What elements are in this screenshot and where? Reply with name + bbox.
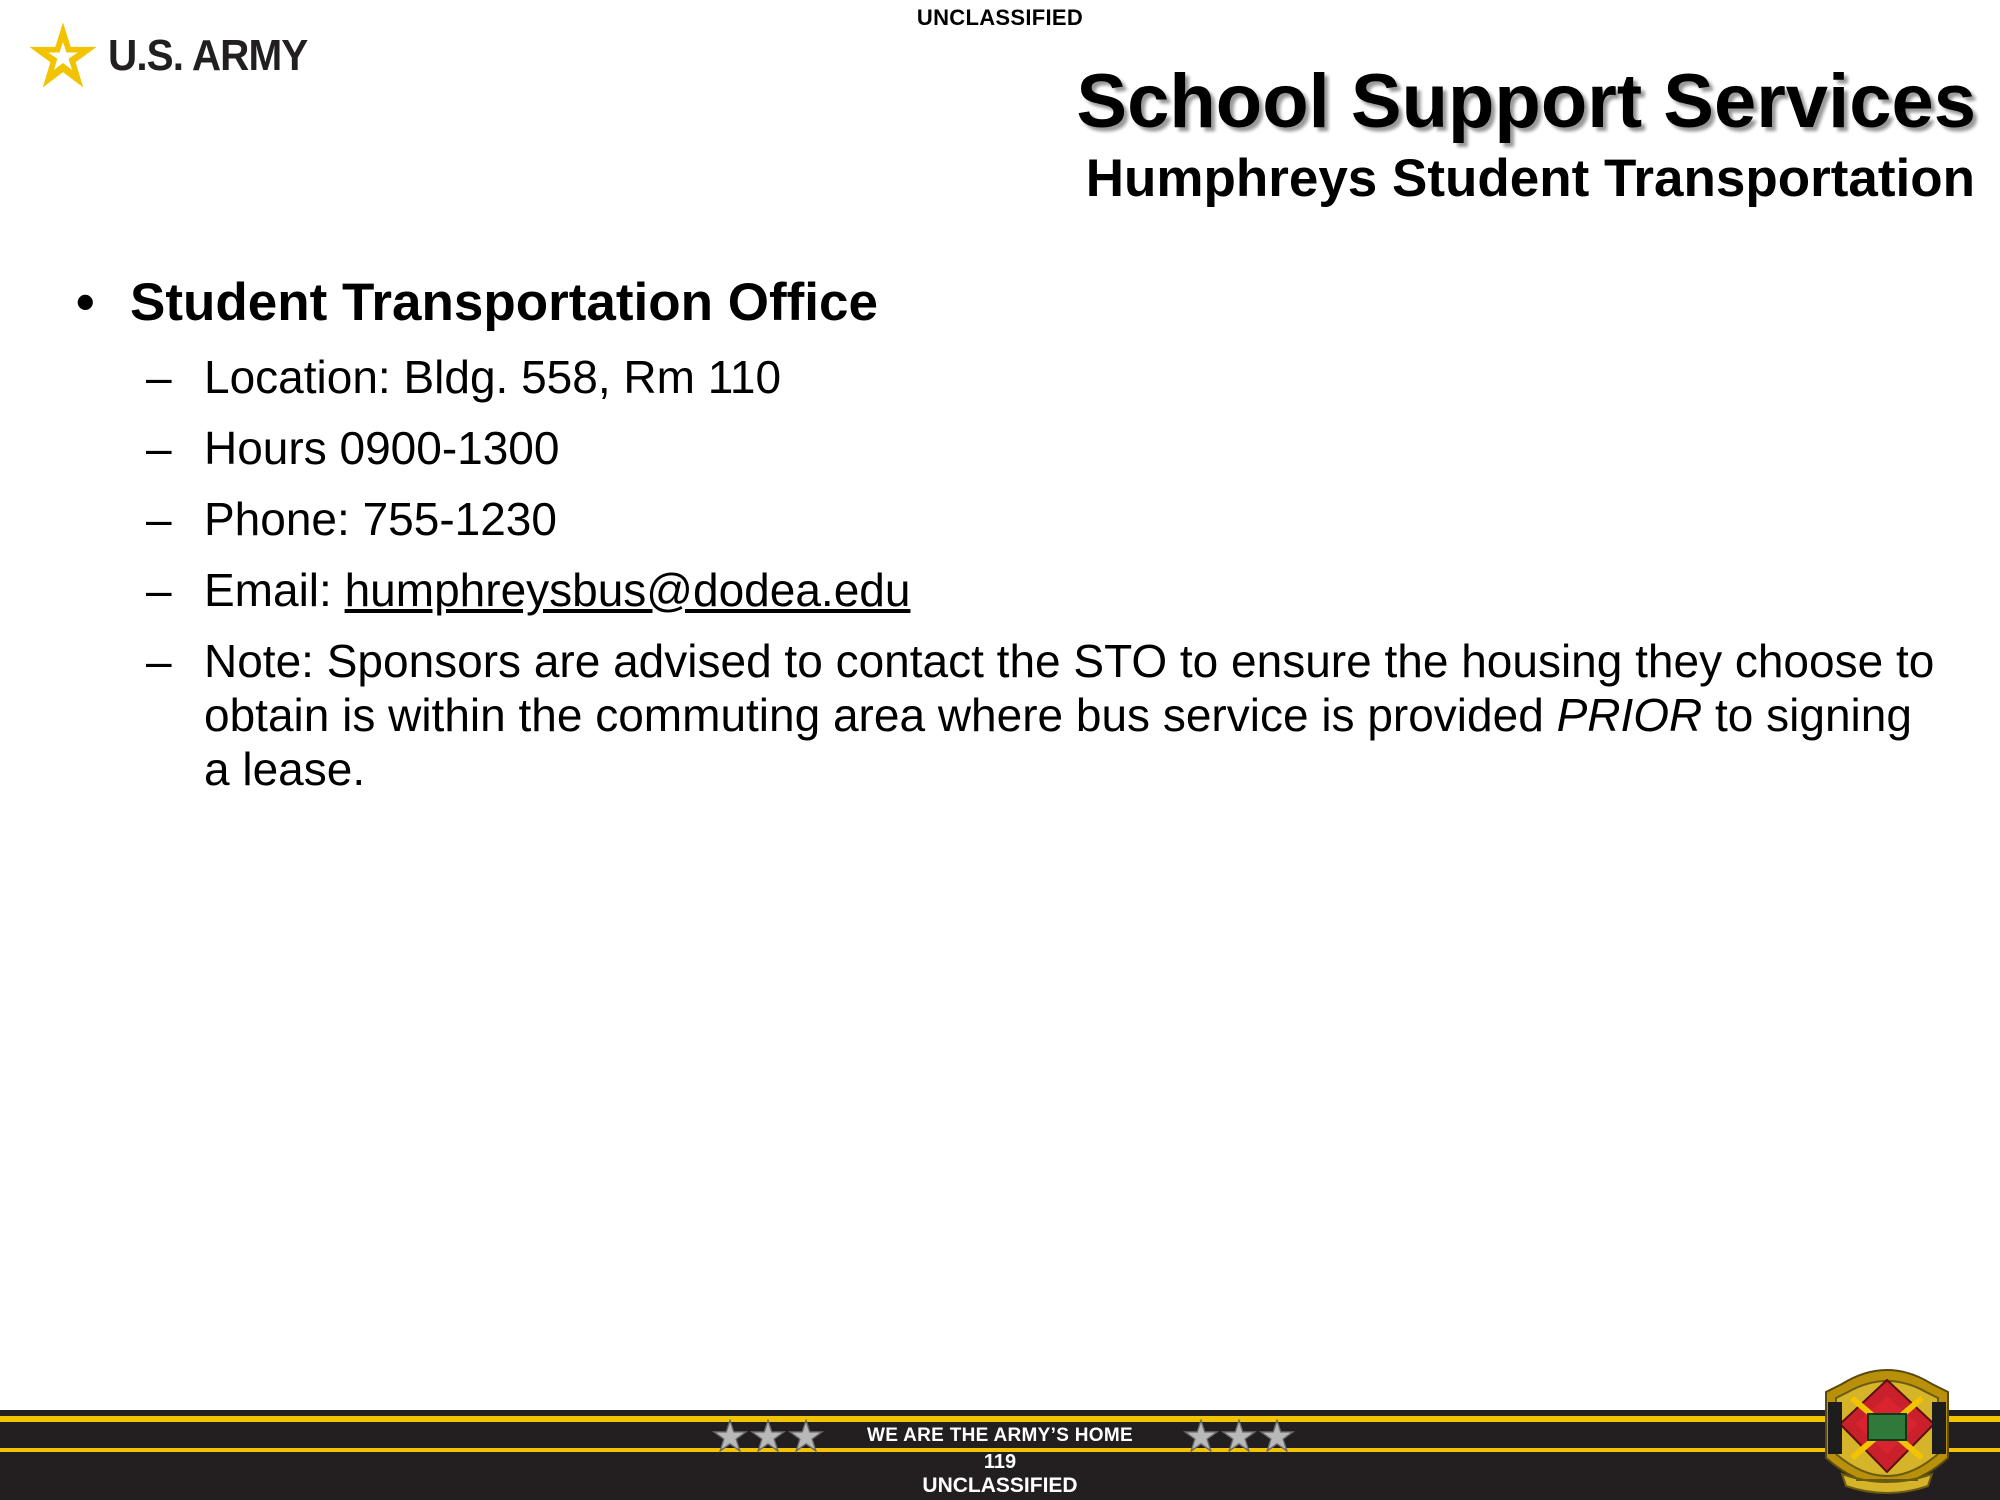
slide-title: School Support Services	[1076, 59, 1976, 144]
sub-bullet-list	[146, 350, 1946, 813]
slide-subtitle: Humphreys Student Transportation	[1085, 149, 1975, 208]
dash-marker: –	[146, 564, 172, 616]
classification-banner-bottom: UNCLASSIFIED	[922, 1474, 1078, 1497]
dash-marker: –	[146, 493, 172, 545]
dash-marker: –	[146, 351, 172, 403]
installation-crest-icon	[1812, 1362, 1962, 1500]
list-item-location	[146, 350, 1946, 404]
email-link[interactable]: humphreysbus@dodea.edu	[344, 564, 911, 616]
hours-text: Hours 0900-1300	[204, 422, 560, 474]
dash-marker: –	[146, 635, 172, 687]
army-logo-text: U.S. ARMY	[108, 31, 308, 80]
silver-star-icon	[1183, 1419, 1219, 1453]
list-item-hours	[146, 421, 1946, 475]
list-item-note	[146, 634, 1946, 796]
note-text-end: to signing a lease.	[204, 689, 1912, 795]
list-item-phone	[146, 492, 1946, 546]
footer-motto	[0, 1425, 2000, 1447]
phone-text: Phone: 755-1230	[204, 493, 557, 545]
list-item-email	[146, 563, 1946, 617]
army-logo	[28, 20, 325, 92]
army-star-icon	[28, 21, 98, 91]
page-number: 119	[983, 1451, 1017, 1473]
footer-stars-right	[1183, 1419, 1295, 1453]
classification-banner-top: UNCLASSIFIED	[916, 5, 1084, 30]
silver-star-icon	[1221, 1419, 1257, 1453]
email-label: Email:	[204, 564, 345, 616]
bullet-heading	[76, 272, 878, 333]
note-text: Note: Sponsors are advised to contact the STO to ensure the housing they choose to obtain is within the commuting area where bus service is provided	[204, 635, 1935, 741]
bullet-marker: •	[76, 273, 95, 332]
silver-star-icon	[1259, 1419, 1295, 1453]
bullet-heading-text: Student Transportation Office	[130, 273, 878, 332]
dash-marker: –	[146, 422, 172, 474]
location-text: Location: Bldg. 558, Rm 110	[204, 351, 782, 403]
footer-stripe-top	[0, 1416, 2000, 1422]
footer-motto-text: WE ARE THE ARMY’S HOME	[853, 1425, 1147, 1446]
note-emphasis: PRIOR	[1556, 689, 1703, 741]
